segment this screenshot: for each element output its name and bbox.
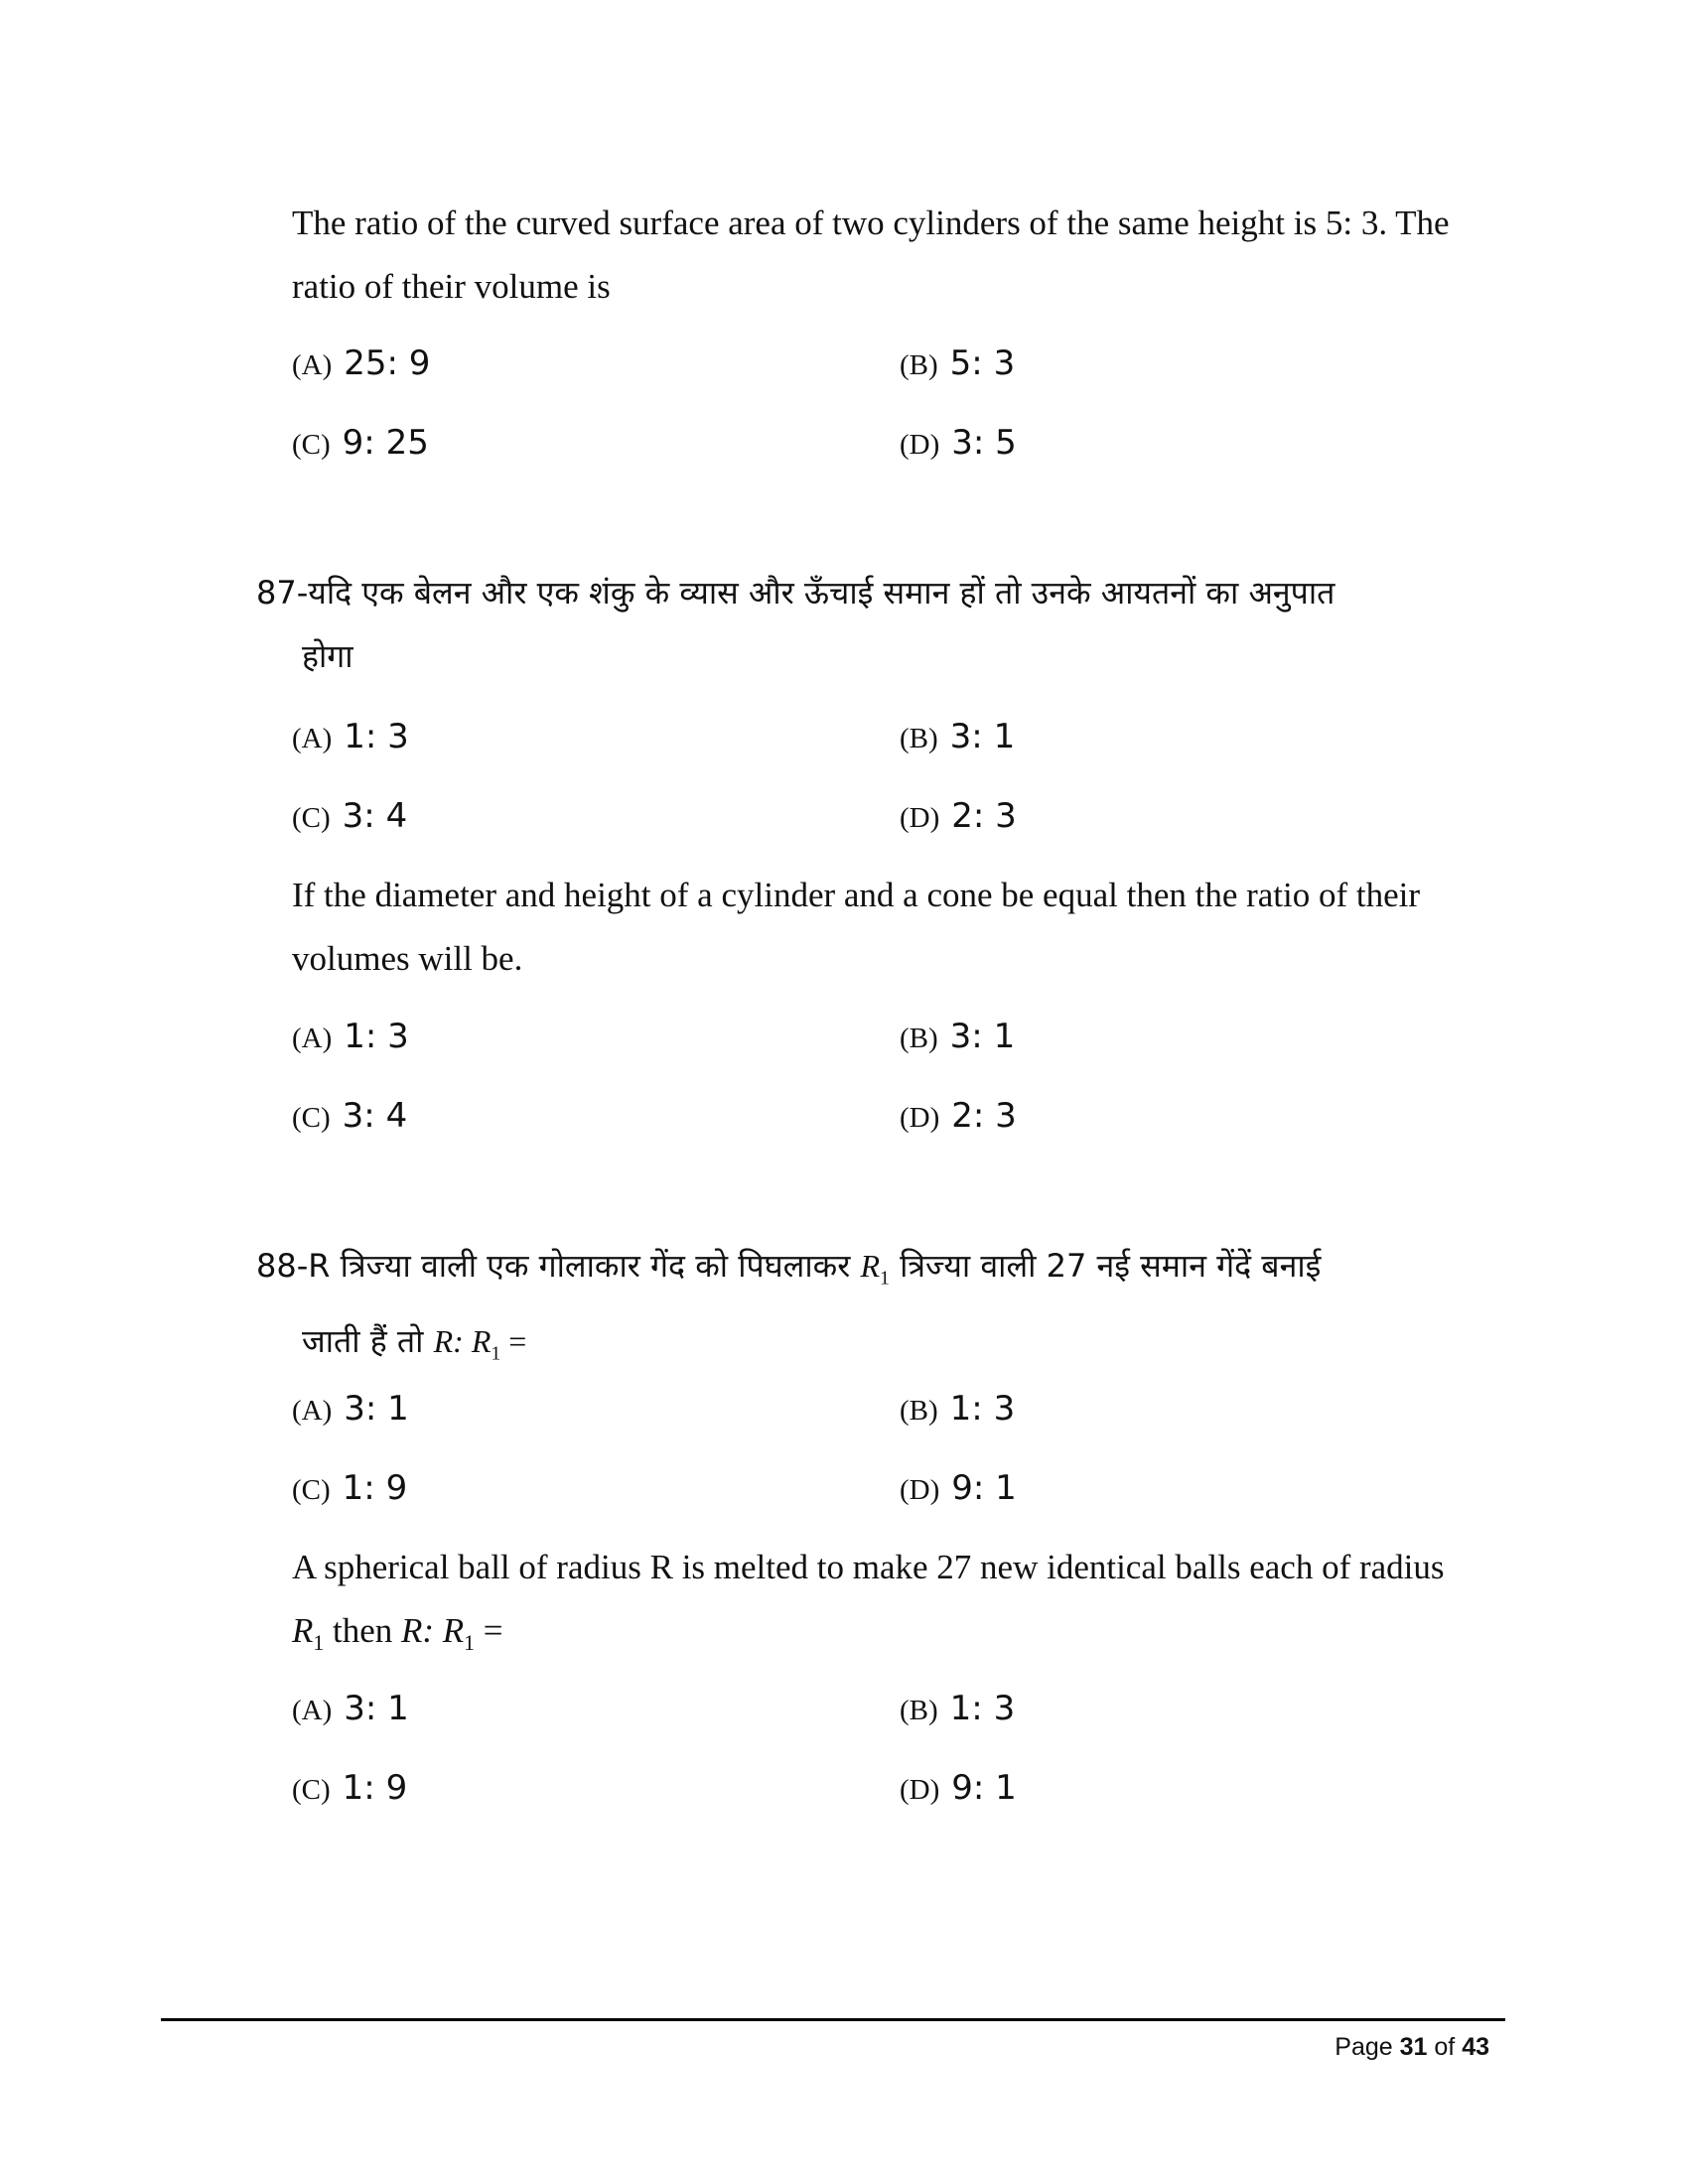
q88-hindi-stem: [256, 1234, 1493, 1386]
option-label: (C): [292, 802, 331, 834]
option-value: 25: 9: [344, 343, 431, 383]
option-label: (D): [900, 1102, 940, 1134]
option-value: 1: 9: [342, 1768, 408, 1808]
option-value: 1: 3: [344, 717, 409, 756]
equals-sign: =: [500, 1323, 527, 1360]
option-value: 3: 1: [344, 1389, 409, 1429]
q88-en-option-d: [900, 1768, 1017, 1808]
option-value: 9: 1: [951, 1768, 1017, 1808]
q86-english-line2: ratio of their volume is: [292, 267, 611, 306]
q87-english-line2: volumes will be.: [292, 939, 523, 978]
equals-sign: =: [475, 1611, 503, 1650]
q88-en-option-c: [292, 1768, 407, 1808]
of-word: of: [1434, 2033, 1456, 2061]
radius-subscript: 1: [880, 1267, 890, 1290]
q87-hi-option-a: [292, 717, 409, 756]
q88-hindi-line1-a: 88-R त्रिज्या वाली एक गोलाकार गेंद को पिघलाकर: [256, 1247, 851, 1285]
q86-option-d: [900, 423, 1017, 463]
q88-english-line2: [292, 1599, 1493, 1675]
option-value: 9: 1: [951, 1468, 1017, 1508]
q88-hindi-line1-b: त्रिज्या वाली 27 नई समान गेंदें बनाई: [900, 1247, 1322, 1285]
q88-hi-option-b: [900, 1389, 1015, 1429]
q87-english-line1: If the diameter and height of a cylinder and a cone be equal then the ratio of their: [292, 876, 1421, 914]
option-label: (D): [900, 1474, 940, 1506]
option-label: (A): [292, 1395, 333, 1427]
option-label: (D): [900, 1774, 940, 1806]
radius-symbol: [292, 1611, 325, 1655]
q86-english-line1: The ratio of the curved surface area of two cylinders of the same height is 5: 3. The: [292, 204, 1450, 242]
option-value: 3: 4: [342, 1096, 408, 1136]
ratio-expression: [401, 1611, 476, 1655]
q88-hindi-line1: [256, 1234, 1493, 1309]
option-value: 3: 1: [949, 1017, 1016, 1056]
option-label: (B): [900, 349, 938, 381]
option-label: (C): [292, 1474, 331, 1506]
option-label: (A): [292, 349, 333, 381]
radius-letter: R: [292, 1611, 314, 1650]
q86-option-c: [292, 423, 429, 463]
q87-en-option-b: [900, 1017, 1015, 1056]
option-value: 5: 3: [949, 343, 1016, 383]
option-label: (B): [900, 1023, 938, 1054]
current-page: 31: [1399, 2033, 1428, 2061]
q88-hi-option-c: [292, 1468, 407, 1508]
q87-hi-option-c: [292, 796, 407, 836]
option-label: (D): [900, 429, 940, 461]
option-value: 2: 3: [951, 1096, 1017, 1136]
page-number: [1335, 2033, 1489, 2062]
page-word: Page: [1335, 2033, 1393, 2061]
q88-hindi-line2-a: जाती हैं तो: [302, 1322, 424, 1361]
option-label: (B): [900, 1695, 938, 1726]
q88-en-option-a: [292, 1689, 409, 1728]
option-value: 1: 3: [949, 1689, 1016, 1728]
option-label: (C): [292, 1102, 331, 1134]
q86-option-a: [292, 343, 430, 383]
option-label: (C): [292, 1774, 331, 1806]
q87-hindi-stem: [256, 561, 1493, 688]
option-label: (C): [292, 429, 331, 461]
option-value: 1: 9: [342, 1468, 408, 1508]
q88-english-stem: [292, 1536, 1493, 1675]
option-value: 1: 3: [949, 1389, 1016, 1429]
q87-hi-option-d: [900, 796, 1017, 836]
q87-en-option-a: [292, 1017, 409, 1056]
option-label: (D): [900, 802, 940, 834]
option-label: (A): [292, 1023, 333, 1054]
q86-option-b: [900, 343, 1015, 383]
ratio-text: R: R: [433, 1323, 492, 1360]
option-label: (B): [900, 723, 938, 754]
option-label: (B): [900, 1395, 938, 1427]
option-value: 3: 5: [951, 423, 1017, 463]
option-label: (A): [292, 723, 333, 754]
total-pages: 43: [1462, 2033, 1489, 2061]
q88-hindi-line2: [256, 1309, 1493, 1385]
option-value: 3: 1: [344, 1689, 409, 1728]
q88-hi-option-a: [292, 1389, 409, 1429]
radius-letter: R: [860, 1248, 880, 1284]
ratio-text: R: R: [401, 1611, 465, 1650]
q87-english-stem: [292, 864, 1493, 991]
q87-hindi-line1: 87-यदि एक बेलन और एक शंकु के व्यास और ऊँचाई समान हों तो उनके आयतनों का अनुपात: [256, 574, 1336, 612]
radius-subscript: 1: [313, 1631, 325, 1655]
ratio-expression: [433, 1323, 501, 1365]
radius-symbol: [860, 1248, 890, 1290]
q88-en-option-b: [900, 1689, 1015, 1728]
q88-english-line1: A spherical ball of radius R is melted to make 27 new identical balls each of radius: [292, 1548, 1445, 1586]
q87-hi-option-b: [900, 717, 1015, 756]
ratio-subscript: 1: [464, 1631, 476, 1655]
q86-english-stem: [292, 192, 1493, 319]
option-value: 2: 3: [951, 796, 1017, 836]
q88-hi-option-d: [900, 1468, 1017, 1508]
then-text: then: [324, 1611, 401, 1650]
q87-en-option-c: [292, 1096, 407, 1136]
ratio-subscript: 1: [491, 1342, 501, 1365]
option-value: 3: 1: [949, 717, 1016, 756]
q87-hindi-line2: होगा: [302, 637, 353, 675]
option-value: 9: 25: [342, 423, 429, 463]
option-value: 3: 4: [342, 796, 408, 836]
option-label: (A): [292, 1695, 333, 1726]
q87-en-option-d: [900, 1096, 1017, 1136]
option-value: 1: 3: [344, 1017, 409, 1056]
footer-divider: [161, 2018, 1505, 2021]
